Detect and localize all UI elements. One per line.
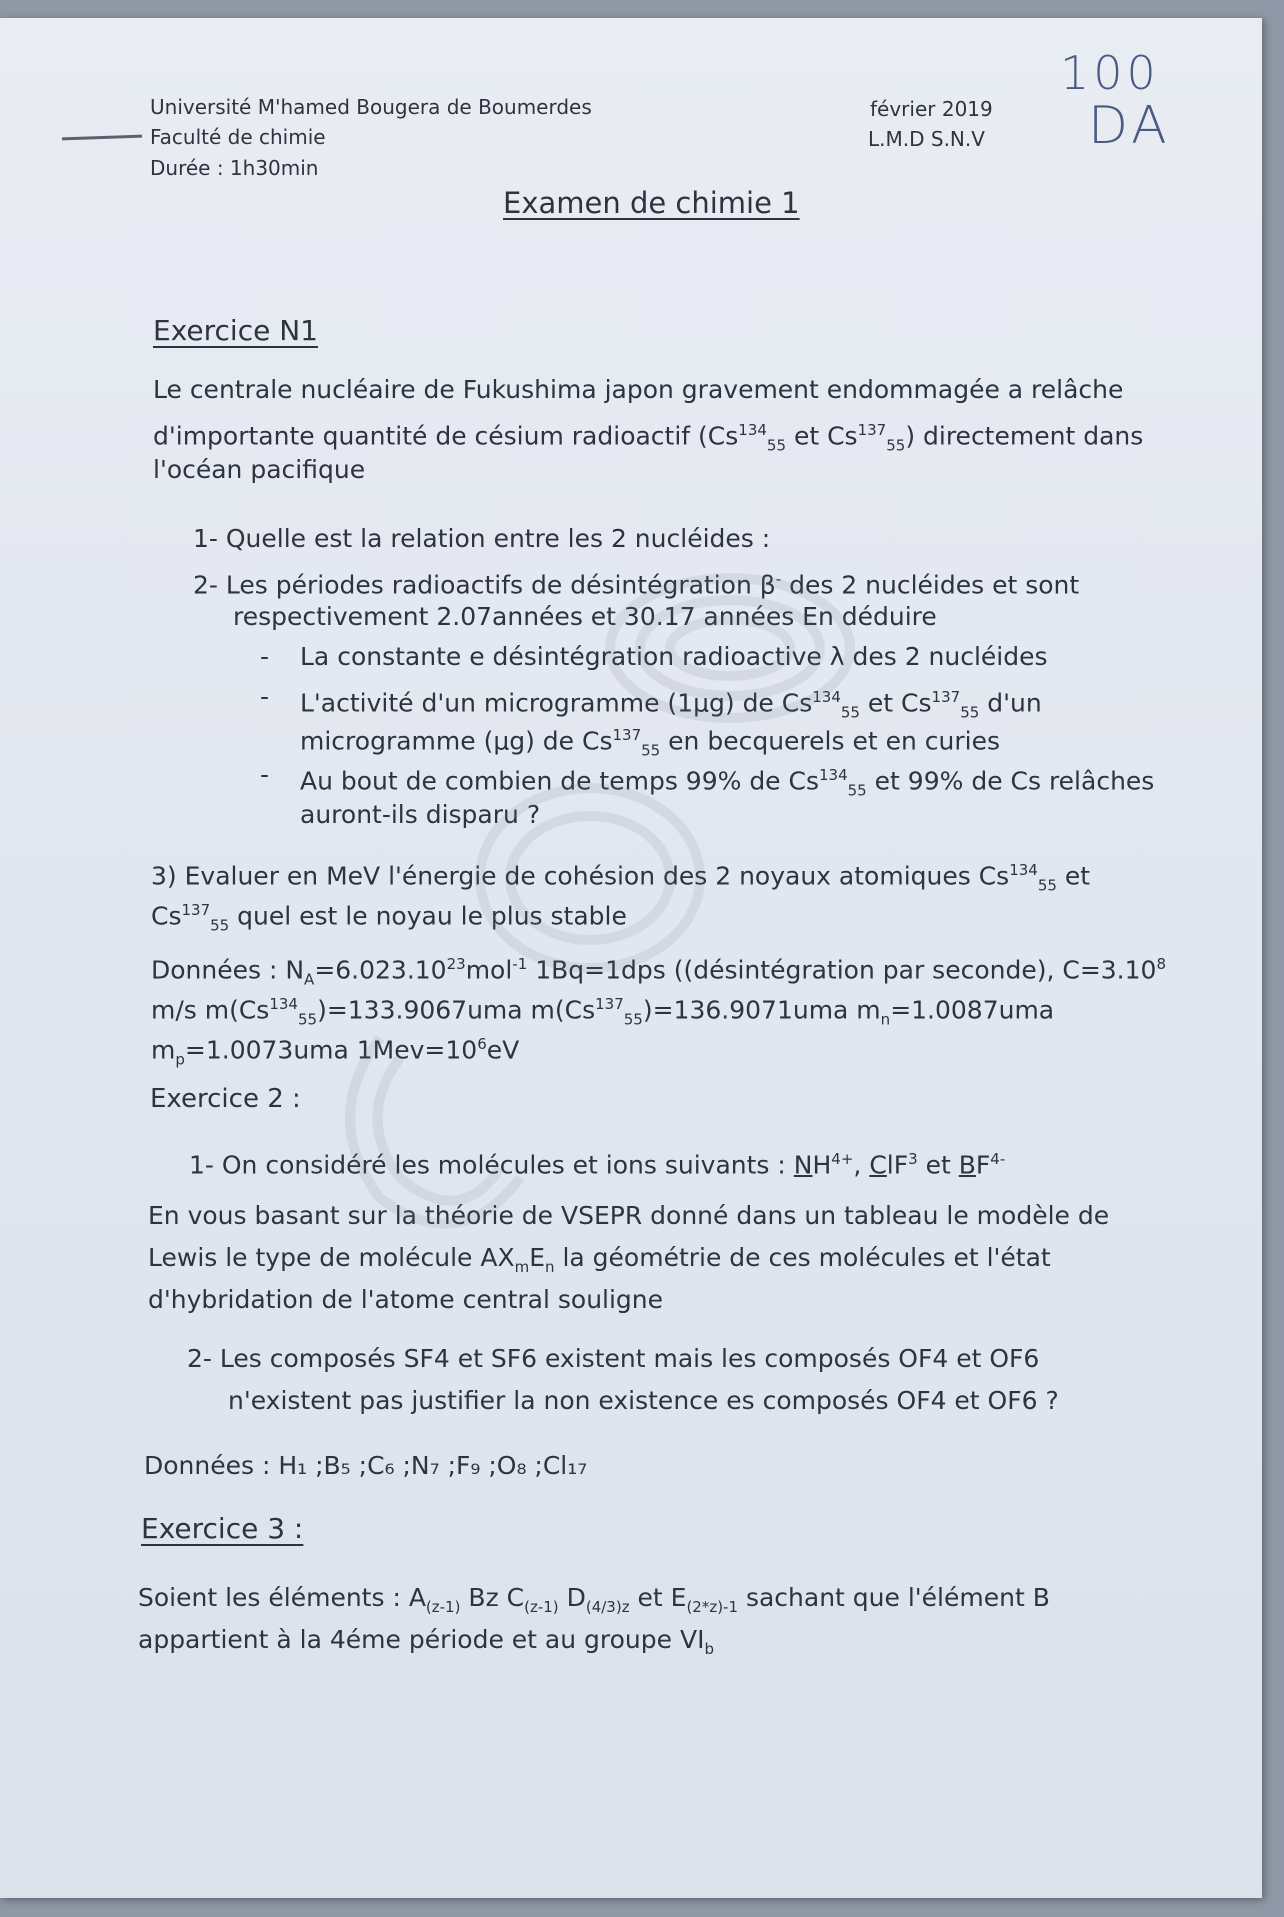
handwritten-price: 100 xyxy=(1060,46,1160,100)
exercise-2-heading: Exercice 2 : xyxy=(150,1084,301,1114)
ex1-question-2: 2- Les périodes radioactifs de désintégration β- des 2 nucléides et sont xyxy=(193,570,1080,600)
pen-mark xyxy=(62,135,142,141)
exercise-1-heading: Exercice N1 xyxy=(153,314,318,347)
faculty-name: Faculté de chimie xyxy=(150,125,326,149)
ex1-bullet-2: L'activité d'un microgramme (1μg) de $Cs^{134}_{55}$ et $Cs^{137}_{55}$ d'un xyxy=(300,688,1042,722)
ex2-paragraph-line-1: En vous basant sur la théorie de VSEPR donné dans un tableau le modèle de xyxy=(148,1201,1110,1230)
ex1-question-1: 1- Quelle est la relation entre les 2 nucléides : xyxy=(193,524,771,553)
ex1-data-line-3: $m_p=1.0073uma$ $1Mev=10^6eV$ xyxy=(151,1035,520,1069)
university-name: Université M'hamed Bougera de Boumerdes xyxy=(150,95,592,119)
ex2-data: Données : H₁ ;B₅ ;C₆ ;N₇ ;F₉ ;O₈ ;Cl₁₇ xyxy=(144,1451,588,1480)
exam-date: février 2019 xyxy=(870,97,993,121)
ex1-bullet-3: Au bout de combien de temps 99% de $Cs^{134}_{55}$ et 99% de Cs relâches xyxy=(300,766,1155,800)
ex3-line-1: Soient les éléments : $A_{(z-1)}$ Bz $C_{(z-1)}$ $D_{(4/3)z}$ et $E_{(2*z)-1}$ sachant que l'élément B xyxy=(138,1583,1050,1616)
exam-title: Examen de chimie 1 xyxy=(503,186,800,220)
handwritten-currency: DA xyxy=(1088,96,1171,156)
ex1-bullet-2-cont: microgramme (μg) de $Cs^{137}_{55}$ en becquerels et en curies xyxy=(300,726,1000,760)
ex1-question-3: 3) Evaluer en MeV l'énergie de cohésion des 2 noyaux atomiques $Cs^{134}_{55}$ et xyxy=(151,861,1091,895)
bullet-dash: - xyxy=(260,642,270,671)
ex3-line-2: appartient à la 4éme période et au groupe $VI_b$ xyxy=(138,1625,714,1658)
bullet-dash: - xyxy=(260,682,270,711)
exercise-3-heading: Exercice 3 : xyxy=(141,1512,304,1545)
ex2-paragraph-line-2: Lewis le type de molécule $AX_mE_n$ la géométrie de ces molécules et l'état xyxy=(148,1243,1051,1276)
program-code: L.M.D S.N.V xyxy=(868,127,985,151)
ex1-intro-line-1: Le centrale nucléaire de Fukushima japon gravement endommagée a relâche xyxy=(153,375,1124,404)
watermark-logo xyxy=(260,518,1060,1278)
exam-duration: Durée : 1h30min xyxy=(150,156,319,180)
ex2-question-1: 1- On considéré les molécules et ions suivants : $NH^{4+}$, ClF$^3$ et $BF^{4-}$ xyxy=(189,1150,1006,1180)
ex1-intro-line-3: l'océan pacifique xyxy=(153,455,366,484)
bullet-dash: - xyxy=(260,760,270,789)
ex1-bullet-1: La constante e désintégration radioactive λ des 2 nucléides xyxy=(300,642,1048,671)
ex1-intro-line-2: d'importante quantité de césium radioactif ($Cs^{134}_{55}$ et $Cs^{137}_{55}$) directement dans xyxy=(153,421,1144,455)
ex1-question-3-cont: $Cs^{137}_{55}$ quel est le noyau le plus stable xyxy=(151,901,627,935)
ex1-question-2-cont: respectivement 2.07années et 30.17 années En déduire xyxy=(233,602,937,631)
ex2-paragraph-line-3: d'hybridation de l'atome central souligne xyxy=(148,1285,664,1314)
ex1-data-line-2: m/s $m(Cs^{134}_{55})=133.9067uma$ $m(Cs^{137}_{55})=136.9071uma$ $m_n=1.0087uma$ xyxy=(151,995,1055,1029)
ex2-question-2-cont: n'existent pas justifier la non existence es composés OF4 et OF6 ? xyxy=(228,1386,1059,1415)
ex2-question-2: 2- Les composés SF4 et SF6 existent mais les composés OF4 et OF6 xyxy=(187,1344,1040,1373)
ex1-data-line-1: Données : $N_A=6.023.10^{23}mol^{-1}$ 1Bq=1dps ((désintégration par seconde), $C=3.10^8$ xyxy=(151,955,1166,989)
ex1-bullet-3-cont: auront-ils disparu ? xyxy=(300,800,541,829)
exam-sheet xyxy=(0,18,1262,1898)
